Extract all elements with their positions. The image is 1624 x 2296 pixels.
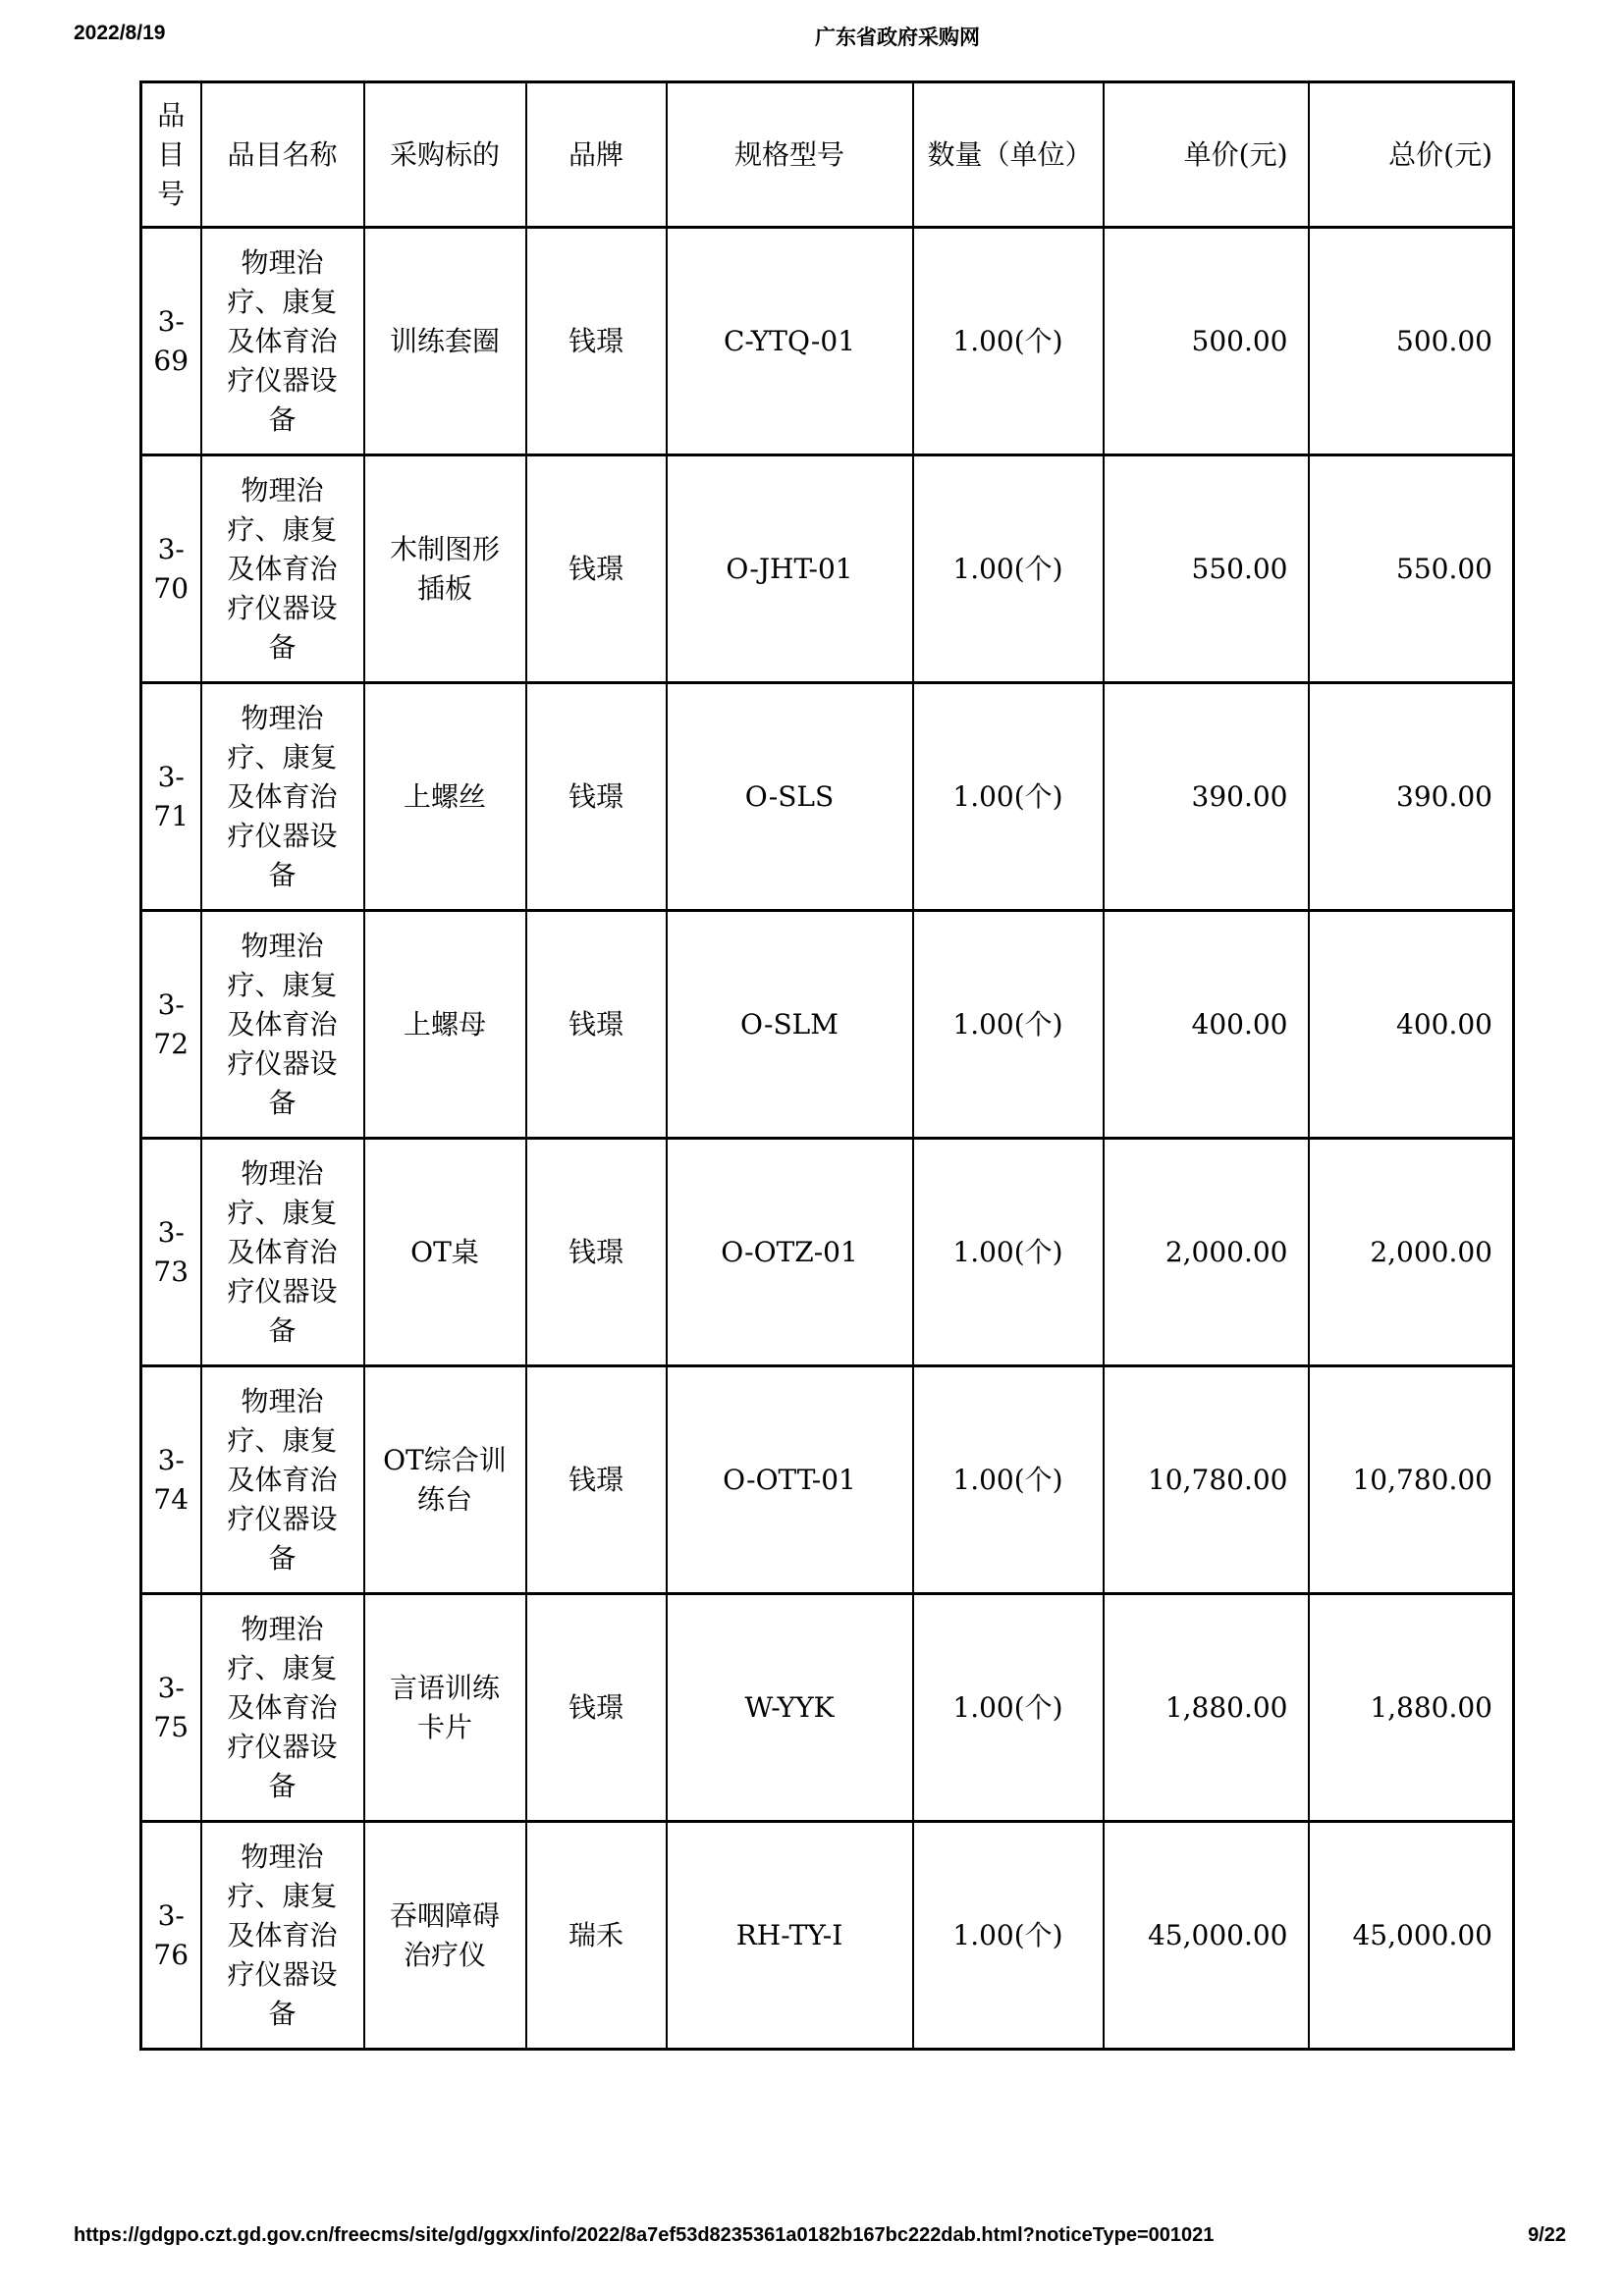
item-no-cell: 3-73 bbox=[141, 1139, 201, 1366]
table-row bbox=[141, 911, 1514, 1139]
brand-cell: 钱璟 bbox=[526, 1139, 667, 1366]
brand-cell: 瑞禾 bbox=[526, 1822, 667, 2050]
column-header-model: 规格型号 bbox=[667, 82, 913, 228]
column-header-total-price: 总价(元) bbox=[1309, 82, 1514, 228]
brand-cell: 钱璟 bbox=[526, 911, 667, 1139]
procurement-target-cell: 言语训练卡片 bbox=[364, 1594, 526, 1822]
column-header-quantity: 数量（单位） bbox=[913, 82, 1104, 228]
item-name-cell: 物理治疗、康复及体育治疗仪器设备 bbox=[201, 455, 364, 683]
quantity-cell: 1.00(个) bbox=[913, 228, 1104, 455]
column-header-brand: 品牌 bbox=[526, 82, 667, 228]
total-price-cell: 400.00 bbox=[1309, 911, 1514, 1139]
quantity-cell: 1.00(个) bbox=[913, 911, 1104, 1139]
item-no-cell: 3-75 bbox=[141, 1594, 201, 1822]
print-date: 2022/8/19 bbox=[74, 22, 166, 44]
quantity-cell: 1.00(个) bbox=[913, 1822, 1104, 2050]
item-name-cell: 物理治疗、康复及体育治疗仪器设备 bbox=[201, 1139, 364, 1366]
total-price-cell: 10,780.00 bbox=[1309, 1366, 1514, 1594]
model-cell: O-SLS bbox=[667, 683, 913, 911]
unit-price-cell: 400.00 bbox=[1104, 911, 1309, 1139]
unit-price-cell: 1,880.00 bbox=[1104, 1594, 1309, 1822]
table-row bbox=[141, 683, 1514, 911]
procurement-items-table bbox=[139, 80, 1515, 2051]
total-price-cell: 45,000.00 bbox=[1309, 1822, 1514, 2050]
procurement-target-cell: 木制图形插板 bbox=[364, 455, 526, 683]
source-url: https://gdgpo.czt.gd.gov.cn/freecms/site/gd/ggxx/info/2022/8a7ef53d8235361a0182b167bc222dab.html?noticeType=001021 bbox=[74, 2224, 1215, 2246]
quantity-cell: 1.00(个) bbox=[913, 1594, 1104, 1822]
quantity-cell: 1.00(个) bbox=[913, 683, 1104, 911]
column-header-unit-price: 单价(元) bbox=[1104, 82, 1309, 228]
total-price-cell: 1,880.00 bbox=[1309, 1594, 1514, 1822]
item-no-cell: 3-69 bbox=[141, 228, 201, 455]
table-row bbox=[141, 455, 1514, 683]
model-cell: O-SLM bbox=[667, 911, 913, 1139]
quantity-cell: 1.00(个) bbox=[913, 455, 1104, 683]
unit-price-cell: 500.00 bbox=[1104, 228, 1309, 455]
table-row bbox=[141, 1139, 1514, 1366]
item-name-cell: 物理治疗、康复及体育治疗仪器设备 bbox=[201, 683, 364, 911]
procurement-target-cell: 上螺丝 bbox=[364, 683, 526, 911]
procurement-target-cell: 吞咽障碍治疗仪 bbox=[364, 1822, 526, 2050]
table-row bbox=[141, 1594, 1514, 1822]
model-cell: C-YTQ-01 bbox=[667, 228, 913, 455]
item-name-cell: 物理治疗、康复及体育治疗仪器设备 bbox=[201, 228, 364, 455]
model-cell: O-OTT-01 bbox=[667, 1366, 913, 1594]
item-name-cell: 物理治疗、康复及体育治疗仪器设备 bbox=[201, 1822, 364, 2050]
item-name-cell: 物理治疗、康复及体育治疗仪器设备 bbox=[201, 1594, 364, 1822]
item-no-cell: 3-70 bbox=[141, 455, 201, 683]
item-no-cell: 3-74 bbox=[141, 1366, 201, 1594]
total-price-cell: 500.00 bbox=[1309, 228, 1514, 455]
total-price-cell: 2,000.00 bbox=[1309, 1139, 1514, 1366]
unit-price-cell: 390.00 bbox=[1104, 683, 1309, 911]
page-indicator: 9/22 bbox=[1528, 2224, 1566, 2246]
quantity-cell: 1.00(个) bbox=[913, 1366, 1104, 1594]
item-name-cell: 物理治疗、康复及体育治疗仪器设备 bbox=[201, 1366, 364, 1594]
site-title: 广东省政府采购网 bbox=[815, 27, 980, 49]
procurement-target-cell: OT桌 bbox=[364, 1139, 526, 1366]
table-row bbox=[141, 1366, 1514, 1594]
procurement-target-cell: OT综合训练台 bbox=[364, 1366, 526, 1594]
table-row bbox=[141, 228, 1514, 455]
model-cell: RH-TY-I bbox=[667, 1822, 913, 2050]
unit-price-cell: 550.00 bbox=[1104, 455, 1309, 683]
unit-price-cell: 2,000.00 bbox=[1104, 1139, 1309, 1366]
item-no-cell: 3-71 bbox=[141, 683, 201, 911]
item-no-cell: 3-72 bbox=[141, 911, 201, 1139]
brand-cell: 钱璟 bbox=[526, 228, 667, 455]
table-body bbox=[141, 228, 1514, 2050]
procurement-target-cell: 训练套圈 bbox=[364, 228, 526, 455]
quantity-cell: 1.00(个) bbox=[913, 1139, 1104, 1366]
column-header-procurement-target: 采购标的 bbox=[364, 82, 526, 228]
table-header-row bbox=[141, 82, 1514, 228]
column-header-item-no: 品目号 bbox=[141, 82, 201, 228]
item-no-cell: 3-76 bbox=[141, 1822, 201, 2050]
table-row bbox=[141, 1822, 1514, 2050]
brand-cell: 钱璟 bbox=[526, 1366, 667, 1594]
brand-cell: 钱璟 bbox=[526, 683, 667, 911]
brand-cell: 钱璟 bbox=[526, 455, 667, 683]
unit-price-cell: 45,000.00 bbox=[1104, 1822, 1309, 2050]
total-price-cell: 550.00 bbox=[1309, 455, 1514, 683]
procurement-target-cell: 上螺母 bbox=[364, 911, 526, 1139]
unit-price-cell: 10,780.00 bbox=[1104, 1366, 1309, 1594]
total-price-cell: 390.00 bbox=[1309, 683, 1514, 911]
column-header-item-name: 品目名称 bbox=[201, 82, 364, 228]
model-cell: O-JHT-01 bbox=[667, 455, 913, 683]
model-cell: W-YYK bbox=[667, 1594, 913, 1822]
item-name-cell: 物理治疗、康复及体育治疗仪器设备 bbox=[201, 911, 364, 1139]
model-cell: O-OTZ-01 bbox=[667, 1139, 913, 1366]
brand-cell: 钱璟 bbox=[526, 1594, 667, 1822]
